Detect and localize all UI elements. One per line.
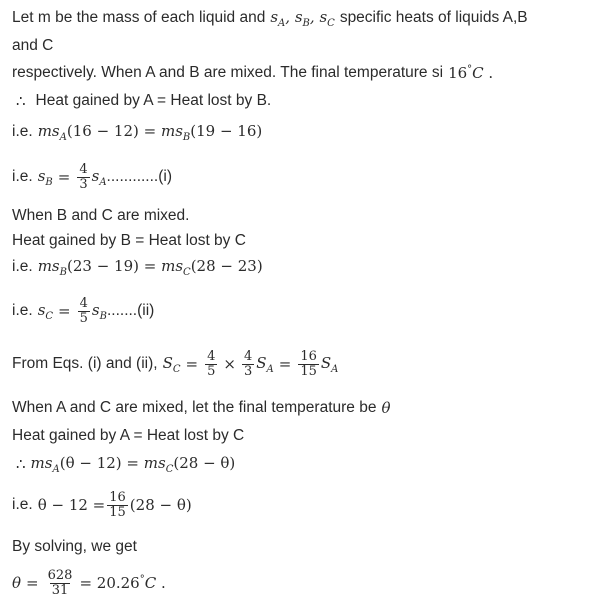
result-i: i.e. $s_B$ = $\frac{4}{3}$ $s_A$ ............(i): [12, 161, 172, 192]
theta-equation: i.e. θ − 12 = $\frac{16}{15}$ (28 − θ): [12, 489, 192, 520]
equation-bc-math: $ms_B(23 - 19) = ms_C(28 - 23)$: [37, 256, 263, 278]
final-temperature-ab: 16°C .: [448, 64, 494, 82]
intro-continuation: and C: [12, 37, 54, 54]
intro-line: [12, 5, 528, 31]
therefore-symbol: ∴: [16, 455, 26, 473]
intro-text-end: specific heats of liquids A,B: [339, 9, 528, 26]
mix-ab-line: respectively. When A and B are mixed. The final temperature si 16°C .: [12, 64, 494, 82]
final-value: = 20.26°C .: [79, 574, 166, 592]
equation-ac-math: $ms_A(\theta - 12) = ms_C(28 - \theta)$: [30, 453, 236, 475]
equation-ac: [12, 451, 235, 477]
S-C-symbol: $S_C$: [162, 353, 181, 375]
fraction-4-5: $\frac{4}{5}$: [207, 348, 216, 379]
therefore-symbol: ∴: [16, 92, 26, 110]
equation-bc: i.e. $ms_B(23 - 19) = ms_C(28 - 23)$: [12, 256, 263, 278]
fraction-16-15: $\frac{16}{15}$: [300, 348, 317, 379]
fraction-16-15: $\frac{16}{15}$: [109, 489, 126, 520]
fraction-628-31: $\frac{628}{31}$: [47, 567, 73, 598]
equation-ab: i.e. $ms_A(16 - 12) = ms_B(19 - 16)$: [12, 121, 263, 143]
fraction-4-5: $\frac{4}{5}$: [79, 295, 88, 326]
specific-heat-symbols: $s_A$, $s_B$, $s_C$: [270, 7, 335, 29]
mix-ac-line: When A and C are mixed, let the final temperature be θ: [12, 399, 391, 417]
result-ii: i.e. $s_C$ = $\frac{4}{5}$ $s_B$ .......(ii): [12, 295, 155, 326]
s-b-symbol: $s_B$: [37, 166, 53, 188]
heat-balance-ab: ∴ Heat gained by A = Heat lost by B.: [16, 92, 272, 110]
equation-ab-math: $ms_A(16 - 12) = ms_B(19 - 16)$: [37, 121, 263, 143]
fraction-4-3: $\frac{4}{3}$: [79, 161, 88, 192]
final-answer: θ = $\frac{628}{31}$ = 20.26°C .: [12, 567, 166, 598]
intro-text: Let m be the mass of each liquid and: [12, 9, 266, 26]
s-c-symbol: $s_C$: [37, 300, 54, 322]
heat-balance-ac: Heat gained by A = Heat lost by C: [12, 427, 245, 444]
heat-balance-bc: Heat gained by B = Heat lost by C: [12, 232, 246, 249]
combined-result: From Eqs. (i) and (ii), $S_C$ = $\frac{4}{5}$ × $\frac{4}{3}$ $S_A$ = $\frac{16}{15}$ $S_A$: [12, 348, 339, 379]
solving-line: By solving, we get: [12, 538, 137, 555]
fraction-4-3: $\frac{4}{3}$: [243, 348, 253, 379]
mix-bc-line: When B and C are mixed.: [12, 207, 190, 224]
